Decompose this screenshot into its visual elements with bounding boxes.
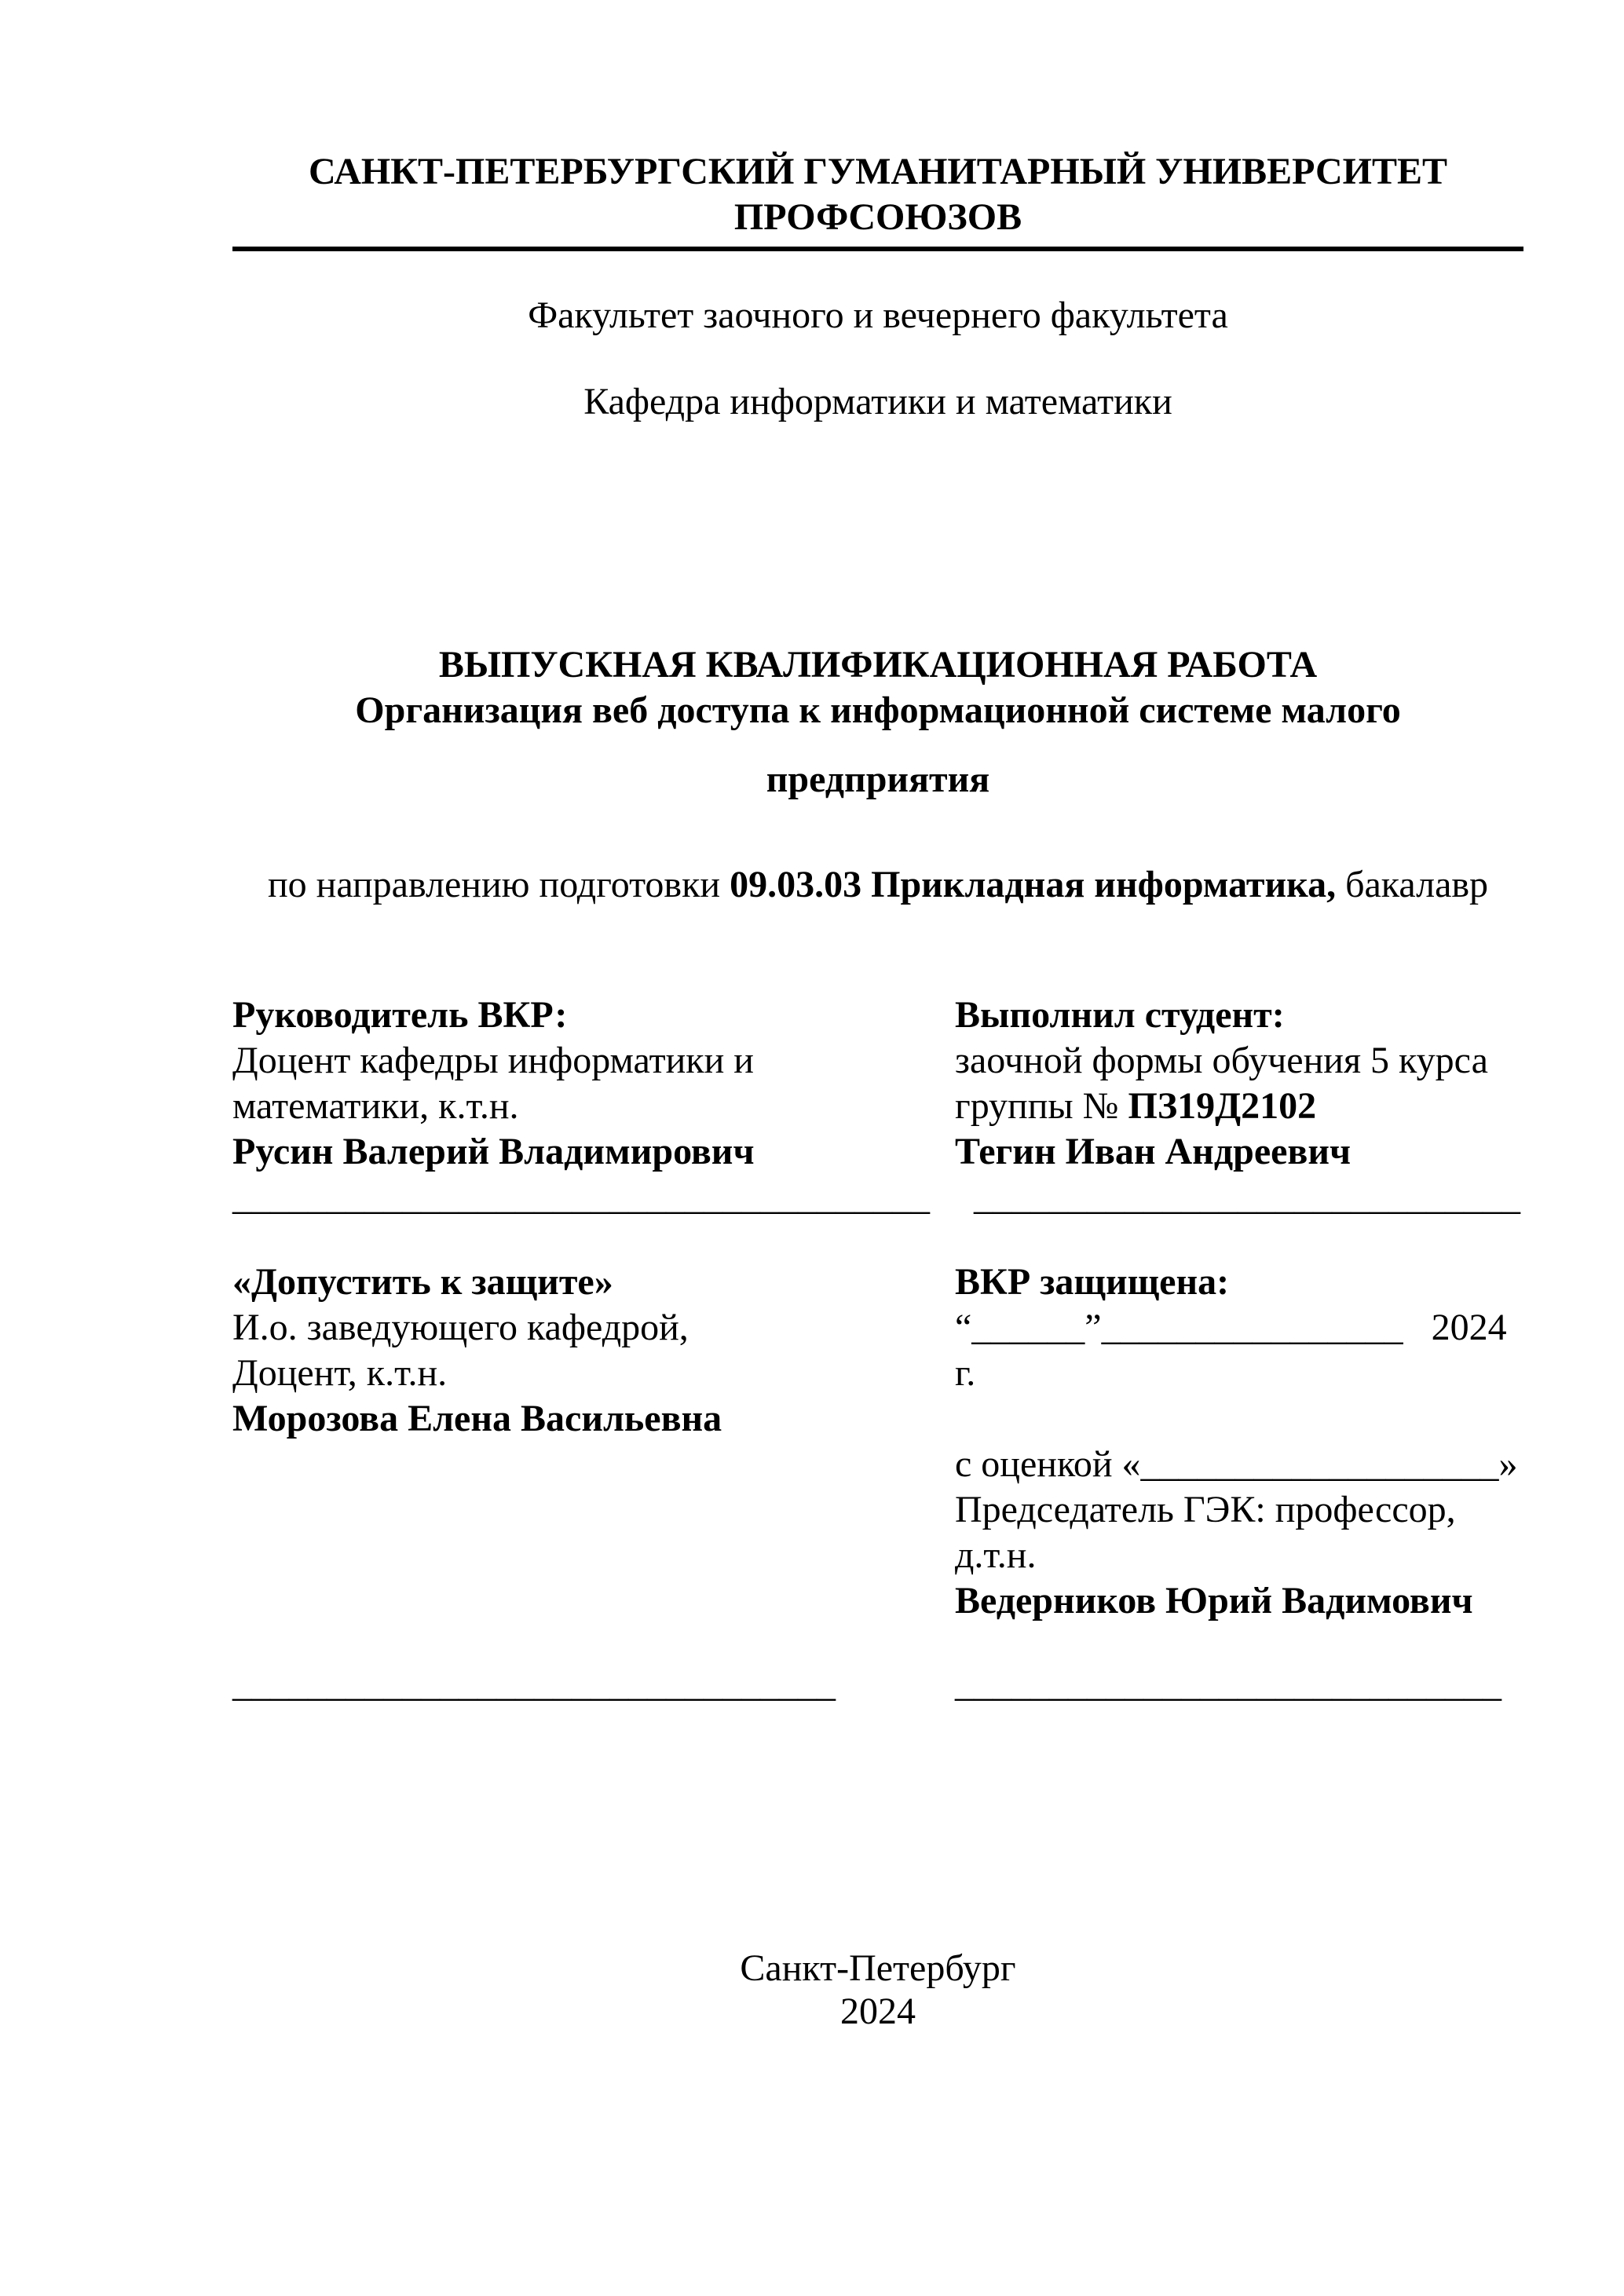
admission-position-line2: Доцент, к.т.н. [232, 1352, 448, 1394]
student-group-number: ПЗ19Д2102 [1128, 1085, 1317, 1127]
admission-name: Морозова Елена Васильевна [232, 1398, 722, 1439]
student-column [955, 993, 1523, 1220]
supervisor-name: Русин Валерий Владимирович [232, 1131, 755, 1172]
university-name-line2: ПРОФСОЮЗОВ [733, 196, 1022, 238]
admission-column [232, 1260, 955, 1624]
university-name [232, 149, 1523, 240]
footer-city: Санкт-Петербург [740, 1947, 1016, 1989]
supervisor-position-line2: математики, к.т.н. [232, 1085, 519, 1127]
student-group-prefix: группы № [955, 1085, 1128, 1127]
admission-signature-line: ________________________________ [232, 1663, 836, 1705]
defense-blank-row [955, 1396, 1523, 1442]
supervisor-position-line1: Доцент кафедры информатики и [232, 1040, 754, 1081]
work-type: ВЫПУСКНАЯ КВАЛИФИКАЦИОННАЯ РАБОТА [438, 644, 1318, 686]
header-divider-rule [232, 247, 1523, 251]
admission-defense-block [232, 1260, 1523, 1624]
university-name-line1: САНКТ-ПЕТЕРБУРГСКИЙ ГУМАНИТАРНЫЙ УНИВЕРСИТЕТ [308, 151, 1448, 192]
defense-date-line: “______”________________ 2024 г. [955, 1307, 1516, 1394]
admission-heading: «Допустить к защите» [232, 1261, 613, 1303]
study-direction-prefix: по направлению подготовки [267, 864, 730, 905]
supervisor-column [232, 993, 955, 1220]
work-title-block [232, 642, 1523, 733]
supervisor-heading: Руководитель ВКР: [232, 994, 568, 1036]
work-topic-line2: предприятия [766, 759, 990, 800]
supervisor-student-block [232, 993, 1523, 1220]
admission-position-line1: И.о. заведующего кафедрой, [232, 1307, 689, 1348]
student-heading: Выполнил студент: [955, 994, 1285, 1036]
defense-chair-name: Ведерников Юрий Вадимович [955, 1580, 1473, 1621]
footer [232, 1947, 1523, 2033]
defense-signature-line: _____________________________ [955, 1663, 1501, 1705]
study-direction-code: 09.03.03 Прикладная информатика, [730, 864, 1337, 905]
student-signature-line: _____________________________ [955, 1176, 1520, 1218]
student-group-line [955, 1084, 1523, 1129]
defense-column [955, 1260, 1523, 1624]
supervisor-signature-line: _____________________________________ [232, 1176, 930, 1218]
faculty-name: Факультет заочного и вечернего факультета [528, 294, 1228, 336]
defense-grade-line: с оценкой «___________________» [955, 1443, 1518, 1485]
department-name: Кафедра информатики и математики [583, 381, 1172, 422]
defense-heading: ВКР защищена: [955, 1261, 1230, 1303]
student-study-form: заочной формы обучения 5 курса [955, 1040, 1488, 1081]
footer-year: 2024 [840, 1991, 916, 2032]
defense-chair-line2: д.т.н. [955, 1534, 1037, 1576]
student-name: Тегин Иван Андреевич [955, 1131, 1352, 1172]
work-topic-line1: Организация веб доступа к информационной системе малого [355, 689, 1401, 731]
study-direction-suffix: бакалавр [1336, 864, 1489, 905]
bottom-signature-row [232, 1662, 1523, 1707]
defense-chair-line1: Председатель ГЭК: профессор, [955, 1489, 1456, 1530]
study-direction [232, 862, 1523, 908]
